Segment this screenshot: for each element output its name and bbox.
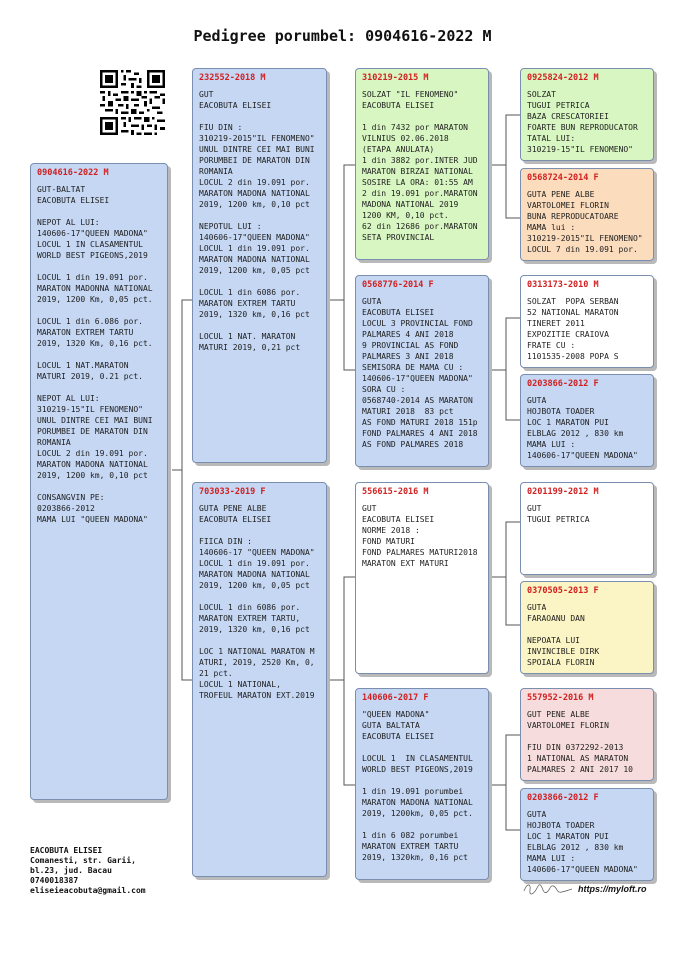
ggp-ssd-card[interactable] (520, 168, 654, 261)
ggp-dsd-ring-number: 0370505-2013 F (527, 586, 599, 596)
ggp-sdd-ring-number: 0203866-2012 F (527, 379, 599, 389)
ggp-sss-description: SOLZAT TUGUI PETRICA BAZA CRESCATORIEI FOARTE BUN REPRODUCATOR TATAL LUI: 310219-15"IL FENOMENO" (527, 90, 638, 154)
sire-ring-number: 232552-2018 M (199, 73, 266, 83)
subject-description: GUT-BALTAT EACOBUTA ELISEI NEPOT AL LUI: 140606-17"QUEEN MADONA" LOCUL 1 IN CLASAMENTUL WORLD BEST PIGEONS,2019 LOCUL 1 din 19.091 por. MARATON MADONNA NATIONAL 2019, 1200 Km, 0,05 pct. LOCUL 1 din 6.086 por. MARATON EXTREM TARTU 2019, 1320 Km, 0,16 pct. LOCUL 1 NAT.MARATON MATURI 2019, 0.21 pct. NEPOT AL LUI: 310219-15"IL FENOMENO" UNUL DINTRE CEI MAI BUNI PORUMBEI DE MARATON DIN ROMANIA LOCUL 2 din 19.091 por. MARATON MADONA NATIONAL 2019, 1200 km, 0,10 pct CONSANGVIN PE: 0203866-2012 MAMA LUI "QUEEN MADONA" (37, 185, 153, 524)
ggp-ssd-ring-number: 0568724-2014 F (527, 173, 599, 183)
dam-sire-description: GUT EACOBUTA ELISEI NORME 2018 : FOND MATURI FOND PALMARES MATURI2018 MARATON EXT MATURI (362, 504, 478, 568)
owner-info (30, 846, 146, 896)
dam-ring-number: 703033-2019 F (199, 487, 266, 497)
ggp-dsd-description: GUTA FARAOANU DAN NEPOATA LUI INVINCIBLE DIRK SPOIALA FLORIN (527, 603, 600, 667)
subject-ring-number: 0904616-2022 M (37, 168, 109, 178)
ggp-dds-ring-number: 557952-2016 M (527, 693, 594, 703)
ggp-sds-card[interactable] (520, 275, 654, 368)
ggp-sds-ring-number: 0313173-2010 M (527, 280, 599, 290)
ggp-dsd-card[interactable] (520, 581, 654, 674)
sire-card[interactable] (192, 68, 327, 463)
dam-description: GUTA PENE ALBE EACOBUTA ELISEI FIICA DIN : 140606-17 "QUEEN MADONA" LOCUL 1 din 19.091 por. MARATON MADONA NATIONAL 2019, 1200 km, 0,05 pct LOCUL 1 din 6086 por. MARATON EXTREM TARTU, 2019, 1320 km, 0,16 pct LOC 1 NATIONAL MARATON M ATURI, 2019, 2520 Km, 0, 21 pct. LOCUL 1 NATIONAL, TROFEUL MARATON EXT.2019 (199, 504, 315, 700)
ggp-sss-ring-number: 0925824-2012 M (527, 73, 599, 83)
ggp-sdd-description: GUTA HOJBOTA TOADER LOC 1 MARATON PUI ELBLAG 2012 , 830 km MAMA LUI : 140606-17"QUEEN MADONA" (527, 396, 638, 460)
ggp-ddd-description: GUTA HOJBOTA TOADER LOC 1 MARATON PUI ELBLAG 2012 , 830 km MAMA LUI : 140606-17"QUEEN MADONA" (527, 810, 638, 874)
sire-sire-ring-number: 310219-2015 M (362, 73, 429, 83)
owner-email[interactable]: eliseieacobuta@gmail.com (30, 886, 146, 895)
ggp-dss-card[interactable] (520, 482, 654, 575)
dam-dam-card[interactable] (355, 688, 489, 880)
ggp-dss-description: GUT TUGUI PETRICA (527, 504, 590, 524)
dam-card[interactable] (192, 482, 327, 877)
subject-pigeon-card[interactable] (30, 163, 168, 800)
owner-phone: 0740018387 (30, 876, 79, 885)
owner-name: EACOBUTA ELISEI (30, 846, 103, 855)
ggp-ssd-description: GUTA PENE ALBE VARTOLOMEI FLORIN BUNA REPRODUCATOARE MAMA lui : 310219-2015"IL FENOMENO" LOCUL 7 din 19.091 por. (527, 190, 643, 254)
dam-sire-card[interactable] (355, 482, 489, 674)
ggp-sds-description: SOLZAT POPA SERBAN 52 NATIONAL MARATON TINERET 2011 EXPOZITIE CRAIOVA FRATE CU : 1101535-2008 POPA S (527, 297, 619, 361)
sire-sire-description: SOLZAT "IL FENOMENO" EACOBUTA ELISEI 1 din 7432 por MARATON VILNIUS 02.06.2018 (ETAPA ANULATA) 1 din 3882 por.INTER JUD MARATON BIRZAI NATIONAL SOSIRE LA ORA: 01:55 AM 2 din 19.091 por.MARATON MADONA NATIONAL 2019 1200 KM, 0,10 pct. 62 din 12686 por.MARATON SETA PROVINCIAL (362, 90, 478, 242)
dam-dam-ring-number: 140606-2017 F (362, 693, 429, 703)
ggp-dds-description: GUT PENE ALBE VARTOLOMEI FLORIN FIU DIN 0372292-2013 1 NATIONAL AS MARATON PALMARES 2 ANI 2017 10 (527, 710, 633, 774)
page-title: Pedigree porumbel: 0904616-2022 M (193, 27, 492, 45)
sire-dam-card[interactable] (355, 275, 489, 467)
sire-description: GUT EACOBUTA ELISEI FIU DIN : 310219-2015"IL FENOMENO" UNUL DINTRE CEI MAI BUNI PORUMBEI DE MARATON DIN ROMANIA LOCUL 2 din 19.091 por. MARATON MADONA NATIONAL 2019, 1200 km, 0,10 pct NEPOTUL LUI : 140606-17"QUEEN MADONA" LOCUL 1 din 19.091 por. MARATON MADONA NATIONAL 2019, 1200 km, 0,05 pct LOCUL 1 din 6086 por. MARATON EXTREM TARTU 2019, 1320 km, 0,16 pct LOCUL 1 NAT. MARATON MATURI 2019, 0,21 pct (199, 90, 315, 352)
dam-dam-description: "QUEEN MADONA" GUTA BALTATA EACOBUTA ELISEI LOCUL 1 IN CLASAMENTUL WORLD BEST PIGEONS,2019 1 din 19.091 porumbei MARATON MADONA NATIONAL 2019, 1200km, 0,05 pct. 1 din 6 082 porumbei MARATON EXTREM TARTU 2019, 1320km, 0,16 pct (362, 710, 473, 862)
ggp-dss-ring-number: 0201199-2012 M (527, 487, 599, 497)
sire-sire-card[interactable] (355, 68, 489, 260)
ggp-ddd-ring-number: 0203866-2012 F (527, 793, 599, 803)
dam-sire-ring-number: 556615-2016 M (362, 487, 429, 497)
ggp-ddd-card[interactable] (520, 788, 654, 881)
sire-dam-description: GUTA EACOBUTA ELISEI LOCUL 3 PROVINCIAL FOND PALMARES 4 ANI 2018 9 PROVINCIAL AS FOND PALMARES 3 ANI 2018 SEMISORA DE MAMA CU : 140606-17"QUEEN MADONA" SORA CU : 0568740-2014 AS MARATON MATURI 2018 83 pct AS FOND MATURI 2018 151p FOND PALMARES 4 ANI 2018 AS FOND PALMARES 2018 (362, 297, 478, 449)
owner-address-line1: Comanesti, str. Garii, (30, 856, 136, 865)
ggp-dds-card[interactable] (520, 688, 654, 781)
website-link[interactable]: https://myloft.ro (578, 884, 647, 894)
signature-mark (522, 880, 574, 896)
ggp-sdd-card[interactable] (520, 374, 654, 467)
sire-dam-ring-number: 0568776-2014 F (362, 280, 434, 290)
ggp-sss-card[interactable] (520, 68, 654, 161)
owner-address-line2: bl.23, jud. Bacau (30, 866, 112, 875)
